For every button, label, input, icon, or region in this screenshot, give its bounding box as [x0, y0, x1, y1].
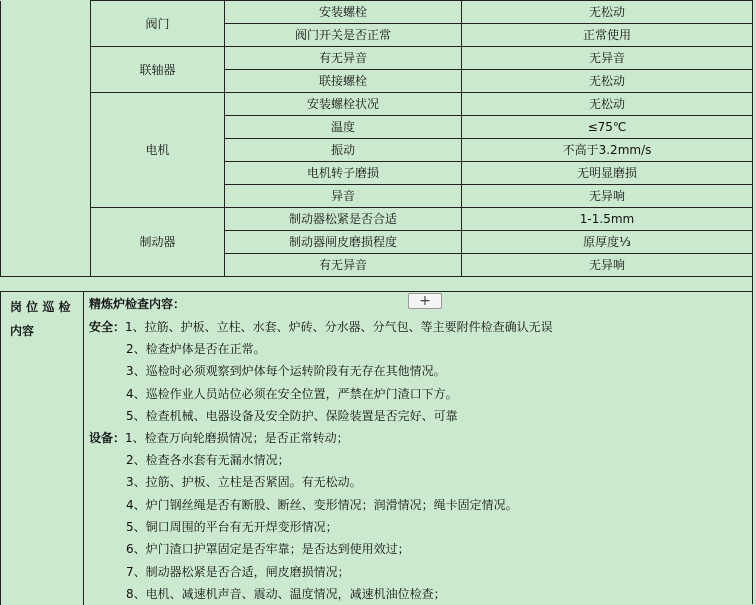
- standard-cell: 无异音: [462, 47, 753, 70]
- item-cell: 安装螺栓状况: [225, 93, 462, 116]
- list-item: 4、巡检作业人员站位必须在安全位置，严禁在炉门渣口下方。: [126, 387, 458, 401]
- standard-cell: 不高于3.2mm/s: [462, 139, 753, 162]
- inspection-spec-table: [0, 0, 753, 277]
- table-right-border: [752, 0, 753, 604]
- list-item: 5、检查机械、电器设备及安全防护、保险装置是否完好、可靠: [126, 409, 458, 423]
- list-item: [89, 429, 349, 447]
- standard-cell: 无松动: [462, 70, 753, 93]
- list-item: 3、巡检时必须观察到炉体每个运转阶段有无存在其他情况。: [126, 364, 446, 378]
- add-row-button[interactable]: +: [408, 293, 442, 309]
- standard-cell: ≤75℃: [462, 116, 753, 139]
- standard-cell: 无松动: [462, 1, 753, 24]
- component-cell: 制动器: [91, 208, 225, 277]
- item-cell: 电机转子磨损: [225, 162, 462, 185]
- list-item: 2、检查炉体是否在正常。: [126, 342, 266, 356]
- list-item: 3、拉筋、护板、立柱是否紧固。有无松动。: [126, 475, 362, 489]
- item-cell: 安装螺栓: [225, 1, 462, 24]
- item-cell: 制动器闸皮磨损程度: [225, 231, 462, 254]
- item-cell: 阀门开关是否正常: [225, 24, 462, 47]
- item-cell: 制动器松紧是否合适: [225, 208, 462, 231]
- category-label: 安全：: [89, 320, 126, 334]
- inspection-content: [89, 292, 753, 605]
- item-cell: 有无异音: [225, 47, 462, 70]
- item-cell: 振动: [225, 139, 462, 162]
- section-label-blank: [1, 1, 91, 277]
- list-item: 2、检查各水套有无漏水情况；: [126, 453, 290, 467]
- inspection-section: [0, 291, 753, 605]
- item-cell: 联接螺栓: [225, 70, 462, 93]
- component-cell: 电机: [91, 93, 225, 208]
- standard-cell: 无松动: [462, 93, 753, 116]
- inspection-title: 精炼炉检查内容：: [89, 297, 186, 311]
- component-cell: 阀门: [91, 1, 225, 47]
- item-cell: 有无异音: [225, 254, 462, 277]
- list-item: 5、铜口周围的平台有无开焊变形情况；: [126, 520, 338, 534]
- standard-cell: 无异响: [462, 185, 753, 208]
- list-item: 7、制动器松紧是否合适，闸皮磨损情况；: [126, 565, 350, 579]
- item-cell: 温度: [225, 116, 462, 139]
- list-item: 8、电机、减速机声音、震动、温度情况，减速机油位检查；: [126, 587, 446, 601]
- standard-cell: 1-1.5mm: [462, 208, 753, 231]
- category-label: 设备：: [89, 431, 126, 445]
- list-item: [89, 318, 553, 336]
- standard-cell: 正常使用: [462, 24, 753, 47]
- list-item: 6、炉门渣口护罩固定是否牢靠；是否达到使用效过；: [126, 542, 410, 556]
- item-cell: 异音: [225, 185, 462, 208]
- list-item-text: 1、检查万向轮磨损情况；是否正常转动；: [125, 431, 349, 445]
- list-item: 4、炉门钢丝绳是否有断股、断丝、变形情况；润滑情况；绳卡固定情况。: [126, 498, 518, 512]
- list-item-text: 1、拉筋、护板、立柱、水套、炉砖、分水器、分气包、等主要附件检查确认无误: [125, 320, 553, 334]
- standard-cell: 无异响: [462, 254, 753, 277]
- standard-cell: 无明显磨损: [462, 162, 753, 185]
- component-cell: 联轴器: [91, 47, 225, 93]
- section-label: 岗 位 巡 检 内容: [1, 292, 84, 605]
- standard-cell: 原厚度⅓: [462, 231, 753, 254]
